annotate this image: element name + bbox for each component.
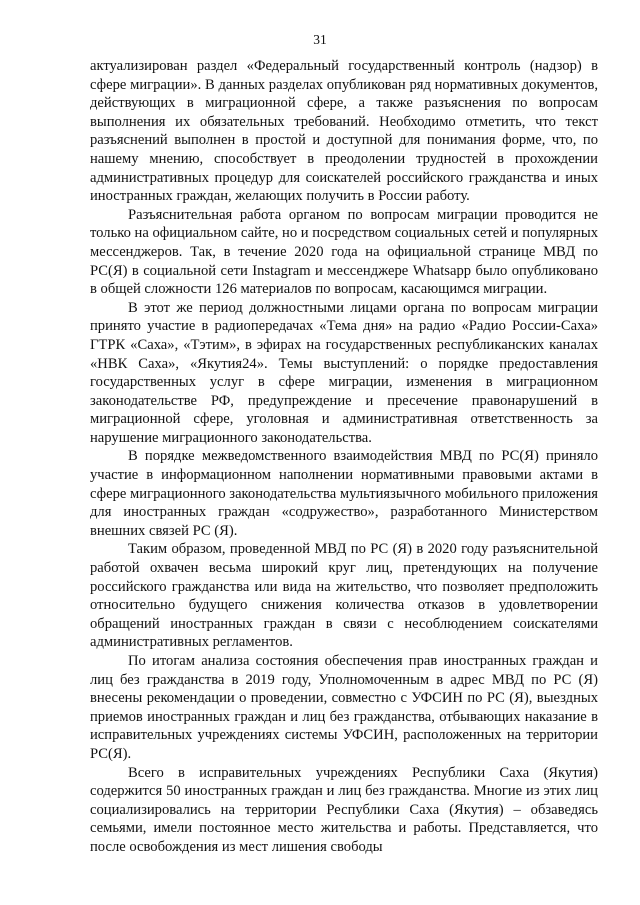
paragraph-correctional-institutions: Всего в исправительных учреждениях Республики Саха (Якутия) содержится 50 иностранных граждан и лиц без гражданства. Многие из этих лиц социализировались на территории Республики Саха (Якутия) – обзаведясь семьями, имели постоянное место жительства и работы. Представляется, что после освобождения из мест лишения свободы — [90, 764, 598, 855]
paragraph-radio-tv-broadcasts: В этот же период должностными лицами органа по вопросам миграции принято участие в радиопередачах «Тема дня» на радио «Радио России-Саха» ГТРК «Саха», «Тэтим», в эфирах на государственных республиканских каналах «НВК Саха», «Якутия24». Темы выступлений: о порядке предоставления государственных услуг в сфере миграции, изменения в миграционном законодательстве РФ, предупреждение и пресечение правонарушений в миграционной сфере, уголовная и административная ответственность за нарушение миграционного законодательства. — [90, 299, 598, 446]
paragraph-social-media-outreach: Разъяснительная работа органом по вопросам миграции проводится не только на официальном сайте, но и посредством социальных сетей и популярных мессенджеров. Так, в течение 2020 года на официальной странице МВД по РС(Я) в социальной сети Instagram и мессенджере Whatsapp было опубликовано в общей сложности 126 материалов по вопросам, касающимся миграции. — [90, 206, 598, 298]
paragraph-interagency-app: В порядке межведомственного взаимодействия МВД по РС(Я) приняло участие в информационном наполнении нормативными правовыми актами в сфере миграционного законодательства мультиязычного мобильного приложения для иностранных граждан «содружество», разработанного Министерством внешних связей РС (Я). — [90, 448, 598, 539]
paragraph-outreach-conclusion: Таким образом, проведенной МВД по РС (Я) в 2020 году разъяснительной работой охвачен весьма широкий круг лиц, претендующих на получение российского гражданства или вида на жительство, что позволяет предположить относительно будущего снижения количества отказов в удовлетворении обращений иностранных граждан в связи с несоблюдением соискателями административных регламентов. — [90, 541, 598, 651]
paragraph-section-update: актуализирован раздел «Федеральный государственный контроль (надзор) в сфере миграции». В данных разделах опубликован ряд нормативных документов, действующих в миграционной сфере, а также разъяснения по вопросам выполнения их обязательных требований. Необходимо отметить, что текст разъяснений выполнен в простой и доступной для понимания форме, что, по нашему мнению, способствует в преодолении трудностей в прохождении административных процедур для соискателей российского гражданства и иных иностранных граждан, желающих получить в России работу. — [90, 58, 598, 205]
document-body — [90, 57, 598, 857]
page-number: 31 — [313, 32, 327, 47]
paragraph-recommendations-2019: По итогам анализа состояния обеспечения прав иностранных граждан и лиц без гражданства в 2019 году, Уполномоченным в адрес МВД по РС (Я) внесены рекомендации о проведении, совместно с УФСИН по РС (Я), выездных приемов иностранных граждан и лиц без гражданства, отбывающих наказание в исправительных учреждениях системы УФСИН, расположенных на территории РС(Я). — [90, 653, 598, 762]
